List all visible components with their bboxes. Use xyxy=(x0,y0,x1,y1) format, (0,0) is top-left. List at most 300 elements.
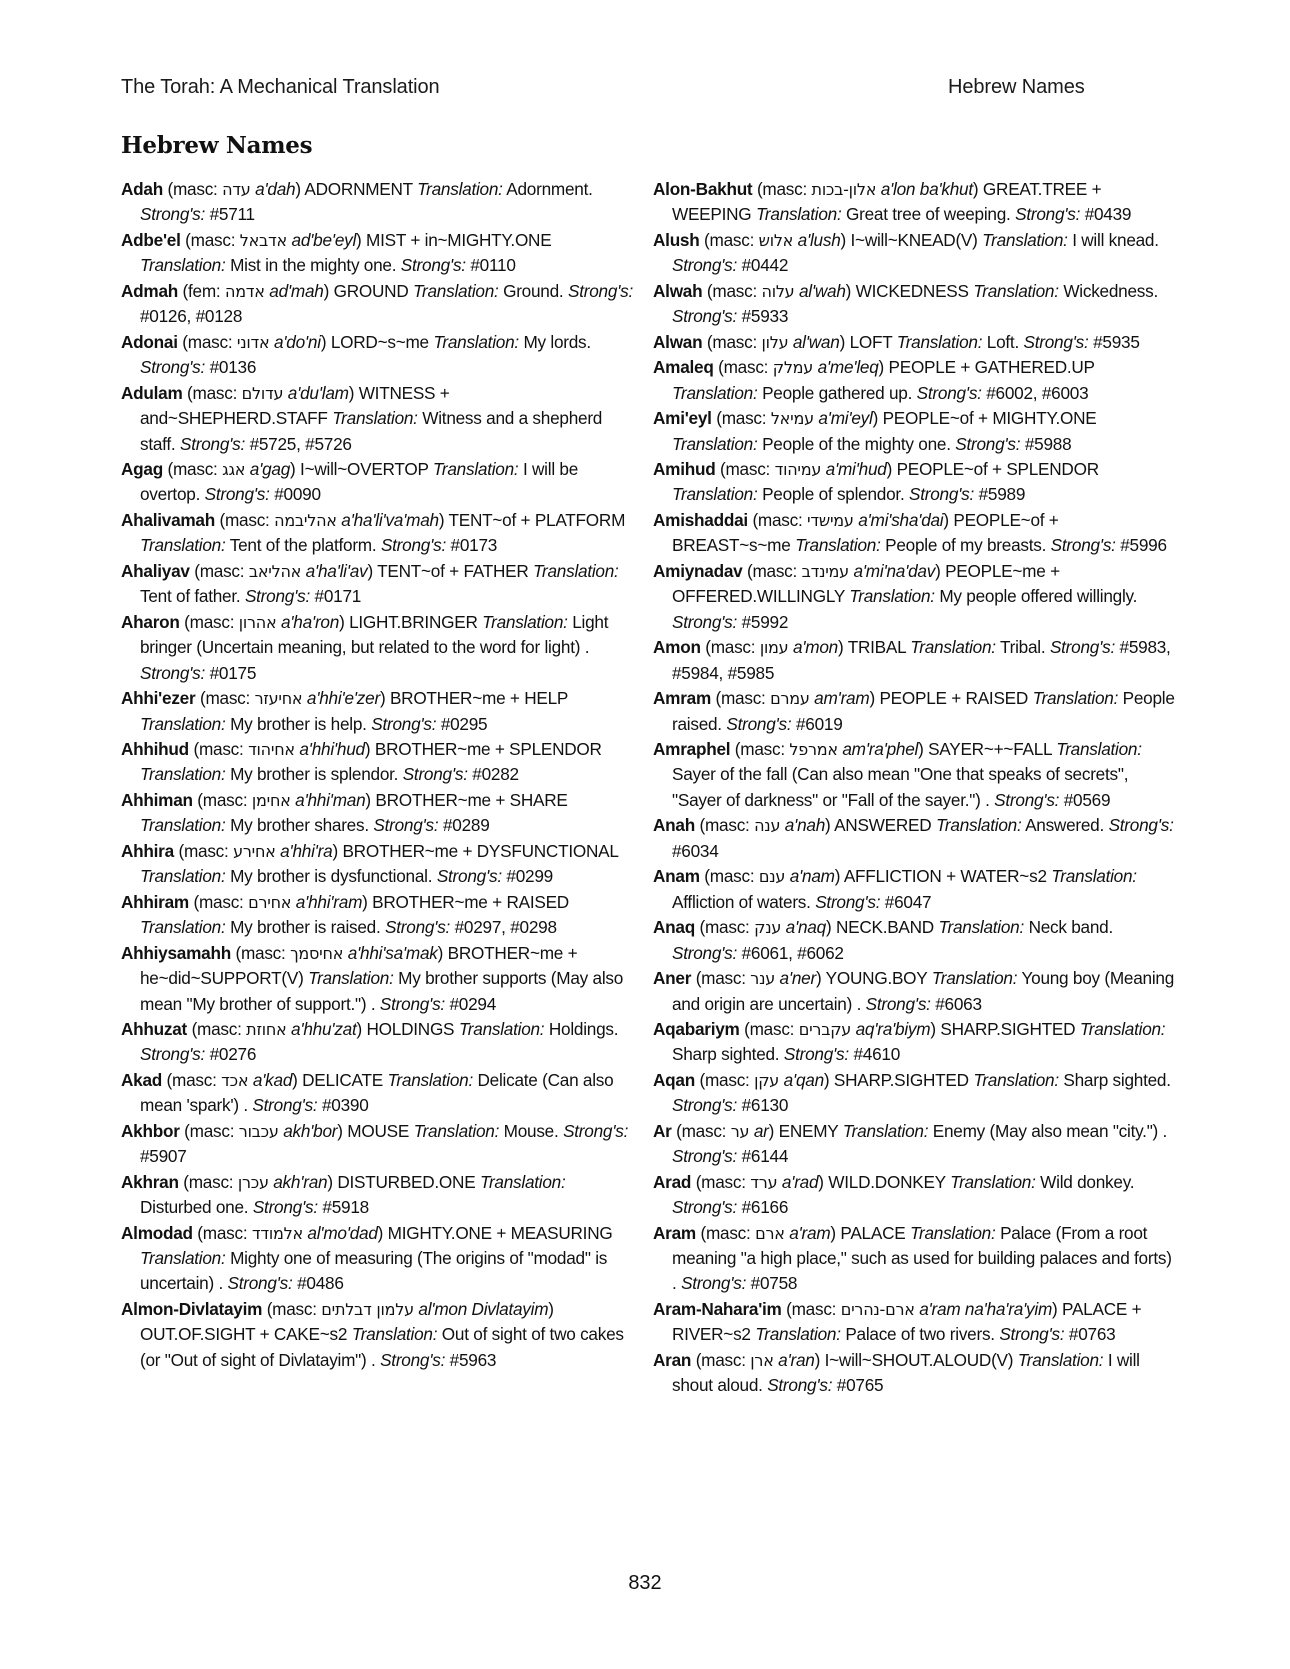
entry-transliteration: a'hhi'ra xyxy=(280,840,333,861)
strongs-label: Strong's: xyxy=(1049,637,1115,658)
entry-hebrew: אגג xyxy=(222,459,246,479)
entry-gender: masc: xyxy=(712,280,757,301)
translation-label: Translation: xyxy=(140,917,226,938)
entry-headword: Anaq xyxy=(653,917,695,938)
entry-headword: Aram xyxy=(653,1222,696,1243)
strongs-label: Strong's: xyxy=(767,1375,833,1396)
entry-meaning: DISTURBED.ONE xyxy=(337,1171,476,1192)
entry-transliteration: a'mi'eyl xyxy=(818,408,873,429)
entry-translation: Tent of father. xyxy=(140,586,241,607)
translation-label: Translation: xyxy=(140,764,226,785)
strongs-label: Strong's: xyxy=(672,255,738,276)
entry-strongs: #0171 xyxy=(314,586,362,607)
entry-translation: People raised. xyxy=(672,688,1175,734)
translation-label: Translation: xyxy=(672,433,758,454)
strongs-label: Strong's: xyxy=(252,1197,318,1218)
name-entry: Amram (masc: עמרם am'ram) PEOPLE + RAISED Translation: People raised. Strong's: #6019 xyxy=(653,688,1175,734)
entry-strongs: #0110 xyxy=(470,255,516,276)
entry-headword: Adulam xyxy=(121,382,183,403)
entry-headword: Akad xyxy=(121,1069,163,1090)
entry-gender: masc: xyxy=(172,458,218,479)
translation-label: Translation: xyxy=(140,713,226,734)
entry-transliteration: a'mon xyxy=(792,637,838,658)
right-column xyxy=(653,177,1175,1399)
entry-transliteration: a'qan xyxy=(783,1069,824,1090)
strongs-label: Strong's: xyxy=(204,484,270,505)
entry-hebrew: עלמון דבלתים xyxy=(321,1299,414,1319)
entry-meaning: MIGHTY.ONE + MEASURING xyxy=(387,1222,613,1243)
entry-meaning: ADORNMENT xyxy=(304,179,413,199)
entry-hebrew: עקן xyxy=(754,1070,780,1090)
entry-transliteration: a'ha'li'av xyxy=(305,560,368,581)
entry-strongs: #6130 xyxy=(741,1095,789,1116)
entry-meaning: PEOPLE~of + MIGHTY.ONE xyxy=(882,408,1097,429)
entry-gender: masc: xyxy=(720,688,766,709)
entry-transliteration: a'ran xyxy=(778,1349,815,1370)
entry-translation: Answered. xyxy=(1025,815,1105,836)
entry-strongs: #0439 xyxy=(1084,204,1132,225)
strongs-label: Strong's: xyxy=(672,306,738,327)
translation-label: Translation: xyxy=(849,586,935,607)
running-head-section: Hebrew Names xyxy=(948,76,1085,98)
entry-strongs: #5992 xyxy=(741,611,789,632)
entry-strongs: #0282 xyxy=(472,764,519,785)
entry-gender: masc: xyxy=(704,1069,750,1090)
entry-translation: Great tree of weeping. xyxy=(846,204,1011,225)
entry-headword: Amaleq xyxy=(653,357,714,378)
strongs-label: Strong's: xyxy=(672,611,738,632)
entry-translation: Disturbed one. xyxy=(140,1197,249,1218)
entry-strongs: #5918 xyxy=(322,1197,369,1218)
translation-label: Translation: xyxy=(896,331,983,352)
name-entry: Ahhiysamahh (masc: אחיסמך a'hhi'sa'mak) BROTHER~me + he~did~SUPPORT(V) Translation: My brother supports (May also mean "My brother of support.") . Strong's: #0294 xyxy=(121,942,624,1014)
entry-gender: masc: xyxy=(202,1222,248,1243)
entry-hebrew: אהליאב xyxy=(248,561,302,581)
entry-translation: Wickedness. xyxy=(1063,280,1158,301)
entry-strongs: #5988 xyxy=(1024,433,1072,454)
translation-label: Translation: xyxy=(140,1248,226,1269)
entry-gender: masc: xyxy=(762,179,808,199)
entry-translation: My brother shares. xyxy=(230,815,369,836)
strongs-label: Strong's: xyxy=(371,713,437,734)
strongs-label: Strong's: xyxy=(672,1095,738,1116)
strongs-label: Strong's: xyxy=(252,1095,318,1116)
entry-gender: masc: xyxy=(740,738,785,759)
entry-meaning: SHARP.SIGHTED xyxy=(940,1018,1076,1039)
entry-translation: Tent of the platform. xyxy=(229,535,377,556)
entry-strongs: #0126, #0128 xyxy=(140,306,243,327)
entry-translation: Mighty one of measuring (The origins of "modad" is uncertain) . xyxy=(140,1248,608,1294)
entry-translation: Adornment. xyxy=(506,179,593,199)
translation-label: Translation: xyxy=(1017,1349,1104,1370)
entry-meaning: I~will~OVERTOP xyxy=(300,458,429,479)
entry-transliteration: a'naq xyxy=(785,917,826,938)
entry-meaning: DELICATE xyxy=(302,1069,383,1090)
entry-translation: Ground. xyxy=(503,280,564,301)
strongs-label: Strong's: xyxy=(140,662,206,683)
translation-label: Translation: xyxy=(795,535,881,556)
translation-label: Translation: xyxy=(755,204,842,225)
entry-headword: Amon xyxy=(653,637,701,658)
translation-label: Translation: xyxy=(308,968,394,989)
entry-transliteration: a'hhi'sa'mak xyxy=(347,942,438,963)
entry-transliteration: am'ram xyxy=(814,688,870,709)
entry-gender: masc: xyxy=(188,1171,234,1192)
strongs-label: Strong's: xyxy=(179,433,246,454)
entry-hebrew: ארם-נהרים xyxy=(840,1299,915,1319)
entry-strongs: #4610 xyxy=(853,1044,900,1065)
entry-transliteration: a'rad xyxy=(781,1171,819,1192)
entry-strongs: #6019 xyxy=(795,713,843,734)
name-entry: Amiynadav (masc: עמינדב a'mi'na'dav) PEOPLE~me + OFFERED.WILLINGLY Translation: My people offered willingly. Strong's: #5992 xyxy=(653,560,1138,632)
entry-strongs: #0090 xyxy=(274,484,321,505)
entry-meaning: HOLDINGS xyxy=(366,1018,455,1039)
entry-transliteration: a'do'ni xyxy=(273,331,321,352)
translation-label: Translation: xyxy=(910,1222,996,1243)
entry-gender: masc: xyxy=(681,1120,727,1141)
entry-gender: masc: xyxy=(189,1120,235,1141)
entry-gender: masc: xyxy=(240,942,286,963)
entry-transliteration: am'ra'phel xyxy=(842,738,919,759)
entry-gender: masc: xyxy=(198,891,244,912)
entry-headword: Ahhiman xyxy=(121,789,193,810)
entry-meaning: BROTHER~me + DYSFUNCTIONAL xyxy=(342,840,619,861)
entry-transliteration: a'hhi'e'zer xyxy=(306,688,380,709)
strongs-label: Strong's: xyxy=(380,535,446,556)
entry-meaning: PEOPLE + RAISED xyxy=(879,688,1029,709)
entry-translation: My brother is help. xyxy=(230,713,367,734)
entry-strongs: #0173 xyxy=(450,535,498,556)
entry-meaning: WICKEDNESS xyxy=(855,280,969,301)
translation-label: Translation: xyxy=(938,917,1025,938)
entry-gender: masc: xyxy=(190,229,236,250)
strongs-label: Strong's: xyxy=(1023,331,1089,352)
entry-translation: Delicate (Can also mean 'spark') . xyxy=(140,1069,614,1116)
entry-strongs: #0299 xyxy=(506,866,553,887)
translation-label: Translation: xyxy=(910,637,996,658)
entry-transliteration: a'hhi'man xyxy=(295,789,366,810)
entry-gender: masc: xyxy=(187,331,233,352)
name-entry: Ar (masc: ער ar) ENEMY Translation: Enemy (May also mean "city.") . Strong's: #6144 xyxy=(653,1120,1168,1167)
entry-gender: masc: xyxy=(749,1018,795,1039)
entry-strongs: #5989 xyxy=(978,484,1026,505)
entry-headword: Ami'eyl xyxy=(653,408,712,429)
entry-strongs: #0390 xyxy=(322,1095,369,1116)
entry-meaning: MIST + in~MIGHTY.ONE xyxy=(366,229,552,250)
entry-meaning: SHARP.SIGHTED xyxy=(833,1069,969,1090)
strongs-label: Strong's: xyxy=(999,1324,1065,1345)
name-entry: Agag (masc: אגג a'gag) I~will~OVERTOP Translation: I will be overtop. Strong's: #0090 xyxy=(121,458,579,505)
entry-strongs: #5711 xyxy=(209,204,255,225)
entry-hebrew: ארם xyxy=(755,1223,785,1243)
entry-strongs: #6034 xyxy=(672,840,719,861)
entry-hebrew: עמיהוד xyxy=(774,459,822,479)
strongs-label: Strong's: xyxy=(865,993,931,1014)
entry-gender: masc: xyxy=(197,1018,242,1039)
entry-transliteration: a'mi'hud xyxy=(825,458,887,479)
entry-translation: Sharp sighted. xyxy=(1063,1069,1171,1090)
entry-strongs: #0442 xyxy=(741,255,789,276)
entry-headword: Amraphel xyxy=(653,738,731,759)
entry-hebrew: אלוש xyxy=(758,230,794,250)
strongs-label: Strong's: xyxy=(994,789,1060,810)
entry-strongs: #5996 xyxy=(1120,535,1167,556)
entry-hebrew: ערד xyxy=(750,1172,778,1192)
translation-label: Translation: xyxy=(140,535,226,556)
entry-headword: Ahhi'ezer xyxy=(121,688,196,709)
translation-label: Translation: xyxy=(413,1120,500,1141)
entry-strongs: #5725, #5726 xyxy=(249,433,352,454)
entry-meaning: MOUSE xyxy=(347,1120,410,1141)
entry-gender: masc: xyxy=(198,738,244,759)
entry-hebrew: עלוה xyxy=(761,281,795,301)
strongs-label: Strong's: xyxy=(783,1044,849,1065)
entry-translation: Sayer of the fall (Can also mean "One that speaks of secrets", "Sayer of darkness" or "Fall of the sayer.") . xyxy=(672,764,1129,810)
entry-hebrew: אדמה xyxy=(224,281,265,301)
entry-strongs: #5907 xyxy=(140,1146,187,1167)
translation-label: Translation: xyxy=(973,1069,1059,1090)
section-title: Hebrew Names xyxy=(121,132,313,159)
entry-strongs: #0297, #0298 xyxy=(454,917,557,938)
strongs-label: Strong's: xyxy=(909,484,975,505)
entry-strongs: #0758 xyxy=(750,1273,798,1294)
entry-headword: Ahhiysamahh xyxy=(121,942,231,963)
translation-label: Translation: xyxy=(458,1018,545,1039)
entry-gender: masc: xyxy=(705,1222,751,1243)
entry-headword: Almon-Divlatayim xyxy=(121,1298,263,1319)
name-entry: Adonai (masc: אדוני a'do'ni) LORD~s~me Translation: My lords. Strong's: #0136 xyxy=(121,331,591,378)
entry-strongs: #0276 xyxy=(209,1044,257,1065)
translation-label: Translation: xyxy=(982,229,1068,250)
entry-hebrew: עדולם xyxy=(241,383,284,403)
strongs-label: Strong's: xyxy=(140,204,206,225)
entry-gender: masc: xyxy=(709,229,755,250)
name-entry: Akhran (masc: עכרן akh'ran) DISTURBED.ONE Translation: Disturbed one. Strong's: #5918 xyxy=(121,1171,566,1218)
entry-gender: masc: xyxy=(709,866,755,887)
entry-headword: Aran xyxy=(653,1349,692,1370)
entry-headword: Amishaddai xyxy=(653,509,748,530)
entry-headword: Amihud xyxy=(653,458,716,479)
strongs-label: Strong's: xyxy=(400,255,466,276)
entry-translation: My people offered willingly. xyxy=(939,586,1138,607)
entry-headword: Adah xyxy=(121,179,163,199)
entry-translation: I will shout aloud. xyxy=(672,1349,1140,1396)
entry-strongs: #5935 xyxy=(1093,331,1140,352)
name-entry: Adah (masc: עדה a'dah) ADORNMENT Translation: Adornment. Strong's: #5711 xyxy=(121,179,593,225)
entry-headword: Almodad xyxy=(121,1222,193,1243)
entry-transliteration: a'gag xyxy=(249,458,291,479)
translation-label: Translation: xyxy=(140,255,226,276)
entry-meaning: TENT~of + FATHER xyxy=(377,560,529,581)
entry-headword: Aner xyxy=(653,968,692,989)
entry-meaning: LIGHT.BRINGER xyxy=(349,611,478,632)
name-entry: Amaleq (masc: עמלק a'me'leq) PEOPLE + GATHERED.UP Translation: People gathered up. Strong's: #6002, #6003 xyxy=(653,357,1095,403)
entry-strongs: #5963 xyxy=(449,1349,497,1370)
translation-label: Translation: xyxy=(351,1324,438,1345)
entry-meaning: PEOPLE~of + BREAST~s~me xyxy=(672,509,1059,556)
entry-headword: Alwan xyxy=(653,331,703,352)
entry-hebrew: ענה xyxy=(754,816,781,836)
entry-hebrew: עמינדב xyxy=(801,561,849,581)
entry-transliteration: a'mi'sha'dai xyxy=(858,509,944,530)
name-entry: Amon (masc: עמון a'mon) TRIBAL Translation: Tribal. Strong's: #5983, #5984, #5985 xyxy=(653,637,1171,683)
entry-headword: Ahalivamah xyxy=(121,509,215,530)
entry-transliteration: a'ram xyxy=(789,1222,831,1243)
entry-strongs: #0763 xyxy=(1068,1324,1116,1345)
entry-meaning: ANSWERED xyxy=(834,815,932,836)
strongs-label: Strong's: xyxy=(385,917,451,938)
entry-headword: Alon-Bakhut xyxy=(653,179,753,199)
name-entry: Alwan (masc: עלון al'wan) LOFT Translation: Loft. Strong's: #5935 xyxy=(653,331,1140,352)
entry-hebrew: אהליבמה xyxy=(274,510,337,530)
entry-translation: Mouse. xyxy=(503,1120,559,1141)
entry-transliteration: a'nam xyxy=(789,866,835,887)
entry-translation: Light bringer (Uncertain meaning, but related to the word for light) . xyxy=(140,611,609,658)
entry-meaning: ENEMY xyxy=(778,1120,839,1141)
entry-meaning: GREAT.TREE + WEEPING xyxy=(672,179,1102,225)
entry-translation: People gathered up. xyxy=(762,382,913,403)
entry-transliteration: a'du'lam xyxy=(287,382,349,403)
strongs-label: Strong's: xyxy=(726,713,792,734)
name-entry: Alush (masc: אלוש a'lush) I~will~KNEAD(V) Translation: I will knead. Strong's: #0442 xyxy=(653,229,1159,276)
entry-strongs: #0294 xyxy=(449,993,497,1014)
entry-headword: Arad xyxy=(653,1171,692,1192)
entry-hebrew: עקברים xyxy=(798,1019,852,1039)
name-entry: Alwah (masc: עלוה al'wah) WICKEDNESS Translation: Wickedness. Strong's: #5933 xyxy=(653,280,1158,327)
name-entry: Aqabariym (masc: עקברים aq'ra'biym) SHARP.SIGHTED Translation: Sharp sighted. Strong's: #4610 xyxy=(653,1018,1166,1065)
translation-label: Translation: xyxy=(842,1120,929,1141)
entry-hebrew: אמרפל xyxy=(789,739,838,759)
strongs-label: Strong's: xyxy=(681,1273,747,1294)
entry-strongs: #0486 xyxy=(297,1273,344,1294)
translation-label: Translation: xyxy=(672,484,758,505)
translation-label: Translation: xyxy=(140,866,226,887)
entry-headword: Akhran xyxy=(121,1171,179,1192)
entry-meaning: PEOPLE~of + SPLENDOR xyxy=(896,458,1099,479)
translation-label: Translation: xyxy=(1056,738,1142,759)
entry-transliteration: a'dah xyxy=(255,179,296,199)
name-entry: Adulam (masc: עדולם a'du'lam) WITNESS + and~SHEPHERD.STAFF Translation: Witness and a shepherd staff. Strong's: #5725, #5726 xyxy=(121,382,603,454)
entry-transliteration: a'ha'li'va'mah xyxy=(341,509,439,530)
entry-translation: I will be overtop. xyxy=(140,458,579,505)
left-column xyxy=(121,177,636,1373)
translation-label: Translation: xyxy=(417,179,503,199)
entry-gender: masc: xyxy=(712,331,757,352)
name-entry: Ahhiman (masc: אחימן a'hhi'man) BROTHER~me + SHARE Translation: My brother shares. Strong's: #0289 xyxy=(121,789,568,836)
entry-headword: Amram xyxy=(653,688,711,709)
entry-meaning: PALACE xyxy=(840,1222,906,1243)
entry-translation: Tribal. xyxy=(1000,637,1046,658)
entry-headword: Aqan xyxy=(653,1069,695,1090)
entry-hebrew: ארן xyxy=(750,1350,774,1370)
entry-translation: Young boy (Meaning and origin are uncertain) . xyxy=(672,968,1175,1014)
entry-translation: Affliction of waters. xyxy=(672,891,811,912)
entry-transliteration: al'mon Divlatayim xyxy=(418,1298,549,1319)
translation-label: Translation: xyxy=(1032,688,1119,709)
entry-hebrew: ענק xyxy=(754,918,782,938)
name-entry: Aram (masc: ארם a'ram) PALACE Translation: Palace (From a root meaning "a high place," such as used for building palaces and forts) . Strong's: #0758 xyxy=(653,1222,1172,1294)
name-entry: Amihud (masc: עמיהוד a'mi'hud) PEOPLE~of + SPLENDOR Translation: People of splendor. Strong's: #5989 xyxy=(653,458,1099,505)
entry-strongs: #6144 xyxy=(741,1146,789,1167)
entry-translation: People of the mighty one. xyxy=(762,433,951,454)
entry-translation: Loft. xyxy=(986,331,1019,352)
entry-transliteration: aq'ra'biym xyxy=(855,1018,931,1039)
name-entry: Almodad (masc: אלמודד al'mo'dad) MIGHTY.ONE + MEASURING Translation: Mighty one of measuring (The origins of "modad" is uncertain) . Strong's: #0486 xyxy=(121,1222,613,1294)
strongs-label: Strong's: xyxy=(379,993,445,1014)
entry-translation: Neck band. xyxy=(1028,917,1114,938)
name-entry: Anah (masc: ענה a'nah) ANSWERED Translation: Answered. Strong's: #6034 xyxy=(653,815,1174,861)
entry-hebrew: עדה xyxy=(222,180,251,199)
entry-hebrew: עכבור xyxy=(238,1121,279,1141)
entry-transliteration: a'lush xyxy=(797,229,841,250)
entry-headword: Ar xyxy=(653,1120,672,1141)
strongs-label: Strong's: xyxy=(140,1044,206,1065)
name-entry: Ahhuzat (masc: אחוזת a'hhu'zat) HOLDINGS Translation: Holdings. Strong's: #0276 xyxy=(121,1018,619,1065)
entry-meaning: YOUNG.BOY xyxy=(825,968,928,989)
entry-transliteration: a'ner xyxy=(779,968,816,989)
strongs-label: Strong's: xyxy=(563,1120,629,1141)
entry-hebrew: עמלק xyxy=(772,358,814,378)
entry-transliteration: al'wan xyxy=(792,331,840,352)
entry-gender: masc: xyxy=(172,179,218,199)
entry-strongs: #6063 xyxy=(935,993,982,1014)
translation-label: Translation: xyxy=(931,968,1018,989)
name-entry: Admah (fem: אדמה ad'mah) GROUND Translation: Ground. Strong's: #0126, #0128 xyxy=(121,280,634,327)
entry-transliteration: a'ha'ron xyxy=(280,611,340,632)
name-entry: Ahhihud (masc: אחיהוד a'hhi'hud) BROTHER~me + SPLENDOR Translation: My brother is splendor. Strong's: #0282 xyxy=(121,738,602,785)
strongs-label: Strong's: xyxy=(380,1349,446,1370)
strongs-label: Strong's: xyxy=(1015,204,1081,225)
strongs-label: Strong's: xyxy=(1108,815,1174,836)
entry-strongs: #0289 xyxy=(442,815,490,836)
entry-transliteration: a'ram na'ha'ra'yim xyxy=(919,1298,1053,1319)
strongs-label: Strong's: xyxy=(672,942,738,963)
entry-transliteration: a'hhu'zat xyxy=(291,1018,357,1039)
entry-meaning: TENT~of + PLATFORM xyxy=(448,509,626,530)
name-entry: Ami'eyl (masc: עמיאל a'mi'eyl) PEOPLE~of + MIGHTY.ONE Translation: People of the mighty one. Strong's: #5988 xyxy=(653,408,1097,454)
entry-meaning: BROTHER~me + SPLENDOR xyxy=(374,738,602,759)
strongs-label: Strong's: xyxy=(567,280,634,301)
entry-gender: masc: xyxy=(202,789,248,810)
entry-strongs: #6166 xyxy=(741,1197,789,1218)
strongs-label: Strong's: xyxy=(1050,535,1116,556)
entry-hebrew: עכרן xyxy=(237,1172,269,1192)
entry-hebrew: עמיאל xyxy=(770,409,814,429)
translation-label: Translation: xyxy=(432,458,519,479)
name-entry: Ahaliyav (masc: אהליאב a'ha'li'av) TENT~of + FATHER Translation: Tent of father. Strong's: #0171 xyxy=(121,560,619,607)
entry-headword: Anam xyxy=(653,866,700,887)
name-entry: Adbe'el (masc: אדבאל ad'be'eyl) MIST + in~MIGHTY.ONE Translation: Mist in the mighty one. Strong's: #0110 xyxy=(121,229,552,276)
entry-translation: Enemy (May also mean "city.") . xyxy=(932,1120,1168,1141)
entry-meaning: PALACE + RIVER~s2 xyxy=(672,1298,1142,1345)
entry-gender: masc: xyxy=(701,968,746,989)
strongs-label: Strong's: xyxy=(140,357,206,378)
entry-headword: Ahhihud xyxy=(121,738,189,759)
entry-meaning: BROTHER~me + SHARE xyxy=(375,789,568,810)
name-entry: Amraphel (masc: אמרפל am'ra'phel) SAYER~+~FALL Translation: Sayer of the fall (Can also mean "One that speaks of secrets", "Sayer of darkness" or "Fall of the sayer.") . Strong's: #0569 xyxy=(653,738,1142,810)
entry-transliteration: ad'be'eyl xyxy=(291,229,357,250)
translation-label: Translation: xyxy=(140,815,226,836)
entry-strongs: #0175 xyxy=(209,662,257,683)
entry-gender: masc: xyxy=(183,840,229,861)
name-entry: Amishaddai (masc: עמישדי a'mi'sha'dai) PEOPLE~of + BREAST~s~me Translation: People of my breasts. Strong's: #5996 xyxy=(653,509,1167,556)
name-entry: Anam (masc: ענם a'nam) AFFLICTION + WATER~s2 Translation: Affliction of waters. Strong's: #6047 xyxy=(653,866,1137,912)
translation-label: Translation: xyxy=(413,280,499,301)
entry-meaning: NECK.BAND xyxy=(835,917,934,938)
entry-gender: masc: xyxy=(701,1349,746,1370)
name-entry: Aram-Nahara'im (masc: ארם-נהרים a'ram na'ha'ra'yim) PALACE + RIVER~s2 Translation: Palace of two rivers. Strong's: #0763 xyxy=(653,1298,1142,1345)
entry-meaning: WITNESS + and~SHEPHERD.STAFF xyxy=(140,382,450,429)
